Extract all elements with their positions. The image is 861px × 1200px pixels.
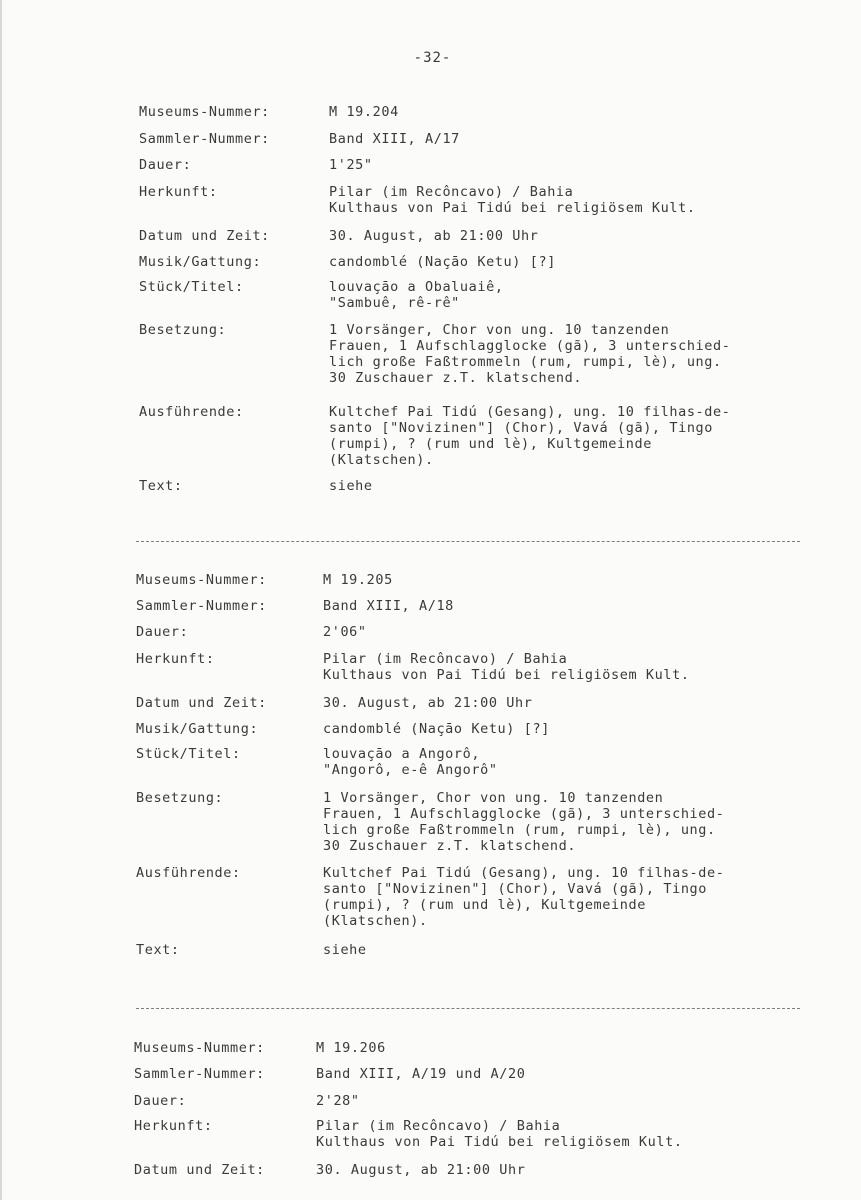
field-value-line: M 19.206 <box>316 1040 386 1056</box>
field-value-line: 2'06" <box>323 624 367 640</box>
field-value <box>316 1162 525 1178</box>
field-label: Musik/Gattung: <box>136 721 259 737</box>
field-value <box>323 790 724 854</box>
field-value-line: lich große Faßtrommeln (rum, rumpi, lè), ung. <box>329 354 722 370</box>
field-value-line: Band XIII, A/17 <box>329 131 460 147</box>
field-value-line: Frauen, 1 Aufschlagglocke (gã), 3 unterschied- <box>323 806 725 822</box>
field-value-line: "Sambuê, rê-rê" <box>329 295 460 311</box>
field-label: Stück/Titel: <box>139 279 244 295</box>
field-value-line: Kulthaus von Pai Tidú bei religiösem Kult. <box>323 667 690 683</box>
field-value-line: candomblé (Naçāo Ketu) [?] <box>323 721 550 737</box>
field-label: Ausführende: <box>139 404 244 420</box>
field-value <box>329 322 730 386</box>
field-value-line: santo ["Novizinen"] (Chor), Vavá (gã), Tingo <box>329 420 714 436</box>
field-value-line: Pilar (im Recôncavo) / Bahia <box>316 1118 561 1134</box>
field-value-line: louvaçāo a Angorô, <box>323 746 481 762</box>
field-value-line: 30. August, ab 21:00 Uhr <box>323 695 533 711</box>
field-value-line: Kulthaus von Pai Tidú bei religiösem Kult. <box>316 1134 683 1150</box>
field-label: Text: <box>139 478 183 494</box>
field-label: Dauer: <box>139 157 192 173</box>
field-value <box>329 131 460 147</box>
field-label: Datum und Zeit: <box>134 1162 265 1178</box>
field-value-line: Pilar (im Recôncavo) / Bahia <box>329 184 574 200</box>
field-value <box>323 721 550 737</box>
field-value-line: (rumpi), ? (rum und lè), Kultgemeinde <box>323 897 646 913</box>
field-label: Datum und Zeit: <box>136 695 267 711</box>
field-value-line: Kulthaus von Pai Tidú bei religiösem Kult. <box>329 200 696 216</box>
field-value <box>323 651 690 683</box>
field-value <box>323 942 367 958</box>
field-value <box>329 478 373 494</box>
field-value-line: 2'28" <box>316 1093 360 1109</box>
field-value-line: (rumpi), ? (rum und lè), Kultgemeinde <box>329 436 652 452</box>
record-separator <box>136 541 800 542</box>
field-value <box>329 104 399 120</box>
field-value-line: Pilar (im Recôncavo) / Bahia <box>323 651 568 667</box>
field-value-line: M 19.205 <box>323 572 393 588</box>
field-label: Besetzung: <box>136 790 224 806</box>
field-value <box>329 157 373 173</box>
field-label: Herkunft: <box>139 184 218 200</box>
field-label: Herkunft: <box>134 1118 213 1134</box>
field-value-line: (Klatschen). <box>329 452 434 468</box>
field-label: Datum und Zeit: <box>139 228 270 244</box>
field-value-line: Kultchef Pai Tidú (Gesang), ung. 10 filhas-de- <box>323 865 725 881</box>
field-label: Herkunft: <box>136 651 215 667</box>
field-value <box>323 598 454 614</box>
field-value-line: 30 Zuschauer z.T. klatschend. <box>329 370 583 386</box>
field-value-line: lich große Faßtrommeln (rum, rumpi, lè), ung. <box>323 822 716 838</box>
field-value-line: 1 Vorsänger, Chor von ung. 10 tanzenden <box>323 790 664 806</box>
field-value <box>323 695 532 711</box>
field-value-line: 30 Zuschauer z.T. klatschend. <box>323 838 577 854</box>
field-label: Sammler-Nummer: <box>136 598 267 614</box>
field-value <box>316 1093 360 1109</box>
field-value-line: siehe <box>329 478 373 494</box>
field-value-line: 30. August, ab 21:00 Uhr <box>316 1162 526 1178</box>
field-value <box>329 254 556 270</box>
page-number: -32- <box>413 50 452 66</box>
field-value <box>329 404 730 468</box>
field-label: Museums-Nummer: <box>136 572 267 588</box>
field-value <box>329 279 504 311</box>
field-value-line: (Klatschen). <box>323 913 428 929</box>
field-value-line: 1'25" <box>329 157 373 173</box>
field-label: Museums-Nummer: <box>139 104 270 120</box>
field-value <box>323 572 393 588</box>
field-value-line: "Angorô, e-ê Angorô" <box>323 762 498 778</box>
field-label: Sammler-Nummer: <box>134 1066 265 1082</box>
field-value <box>329 184 696 216</box>
field-label: Stück/Titel: <box>136 746 241 762</box>
field-label: Museums-Nummer: <box>134 1040 265 1056</box>
field-value-line: M 19.204 <box>329 104 399 120</box>
field-value <box>316 1066 525 1082</box>
field-value-line: 30. August, ab 21:00 Uhr <box>329 228 539 244</box>
field-value <box>323 624 367 640</box>
field-label: Dauer: <box>134 1093 187 1109</box>
field-value-line: Band XIII, A/19 und A/20 <box>316 1066 526 1082</box>
field-value <box>323 865 724 929</box>
field-label: Dauer: <box>136 624 189 640</box>
field-value <box>316 1118 683 1150</box>
field-label: Text: <box>136 942 180 958</box>
field-value-line: Kultchef Pai Tidú (Gesang), ung. 10 filhas-de- <box>329 404 731 420</box>
field-label: Ausführende: <box>136 865 241 881</box>
field-label: Besetzung: <box>139 322 227 338</box>
field-value-line: santo ["Novizinen"] (Chor), Vavá (gã), Tingo <box>323 881 708 897</box>
field-value-line: 1 Vorsänger, Chor von ung. 10 tanzenden <box>329 322 670 338</box>
field-value <box>323 746 498 778</box>
field-value-line: Band XIII, A/18 <box>323 598 454 614</box>
field-value <box>329 228 538 244</box>
field-label: Sammler-Nummer: <box>139 131 270 147</box>
field-value-line: louvaçāo a Obaluaiê, <box>329 279 504 295</box>
record-separator <box>136 1008 800 1009</box>
field-value-line: siehe <box>323 942 367 958</box>
field-label: Musik/Gattung: <box>139 254 262 270</box>
field-value <box>316 1040 386 1056</box>
field-value-line: candomblé (Naçāo Ketu) [?] <box>329 254 556 270</box>
field-value-line: Frauen, 1 Aufschlagglocke (gã), 3 unterschied- <box>329 338 731 354</box>
